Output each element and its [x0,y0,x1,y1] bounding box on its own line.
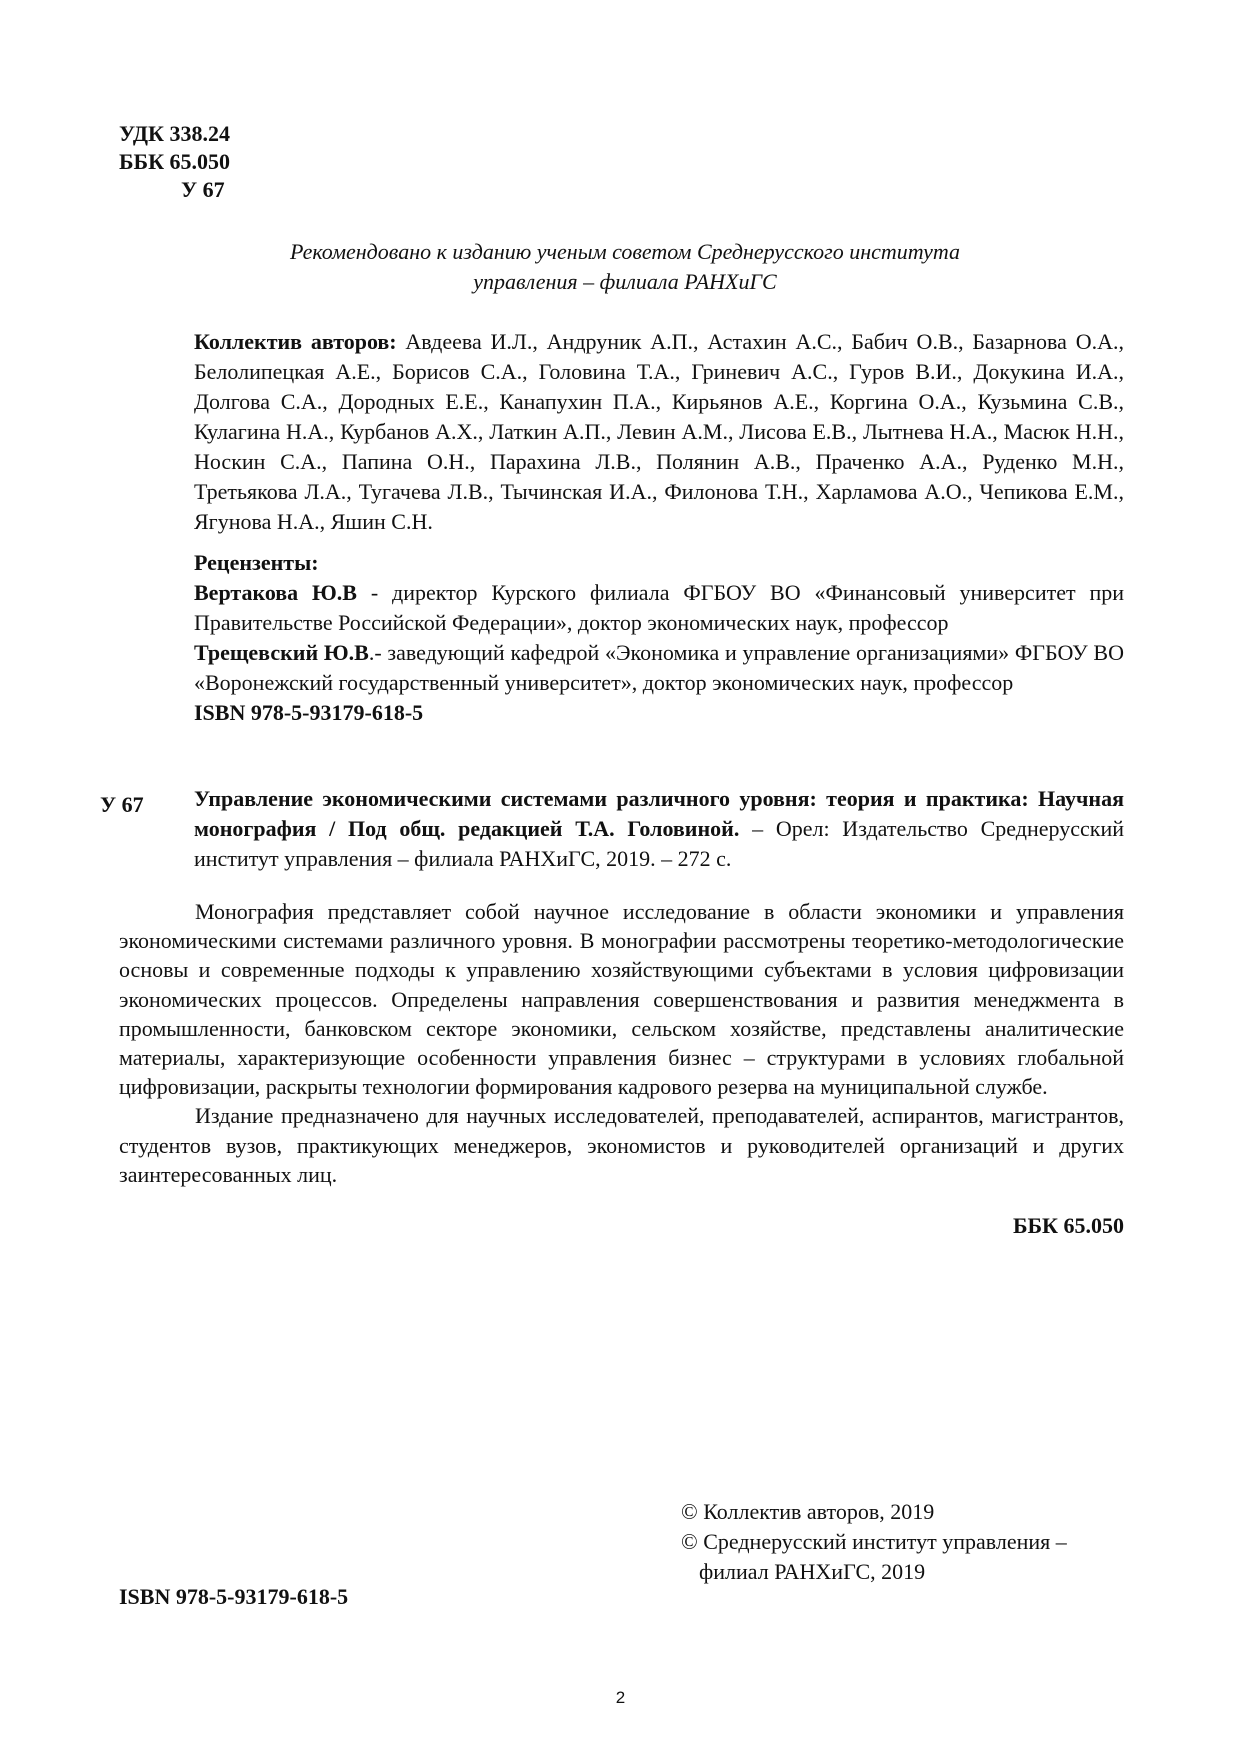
classification-codes [119,120,230,204]
authors-label: Коллектив авторов: [194,329,397,354]
catalog-entry [194,784,1124,874]
reviewer-1 [194,578,1124,638]
reviewer-1-text: - директор Курского филиала ФГБОУ ВО «Финансовый университет при Правительстве Российской Федерации», доктор экономических наук, профессор [194,580,1124,635]
copyright-line-3: филиал РАНХиГС, 2019 [699,1559,926,1584]
reviewer-2-name: Трещевский Ю.В [194,640,369,665]
copyright-line-2: © Среднерусский институт управления – [681,1529,1067,1554]
abstract-paragraph-1: Монография представляет собой научное исследование в области экономики и управления экономическими системами различного уровня. В монографии рассмотрены теоретико-методологические основы и современные подходы к управлению хозяйствующими субъектами в условия цифровизации экономических процессов. Определены направления совершенствования и развития менеджмента в промышленности, банковском секторе экономики, сельском хозяйстве, представлены аналитические материалы, характеризующие особенности управления бизнес – структурами в условиях глобальной цифровизации, раскрыты технологии формирования кадрового резерва на муниципальной службе. [119,899,1124,1100]
catalog-entry-code: У 67 [100,792,144,817]
bbk-code: ББК 65.050 [119,149,231,174]
udk-code: УДК 338.24 [119,121,231,146]
reviewers-isbn: ISBN 978-5-93179-618-5 [194,700,424,725]
reviewer-2 [194,638,1124,698]
isbn-footer: ISBN 978-5-93179-618-5 [119,1584,349,1609]
author-sign: У 67 [181,177,225,202]
reviewer-2-text: .- заведующий кафедрой «Экономика и управление организациями» ФГБОУ ВО «Воронежский государственный университет», доктор экономических наук, профессор [194,640,1124,695]
authors-block [194,327,1124,537]
reviewers-heading: Рецензенты: [194,550,319,575]
catalog-entry-publication: – Орел: Издательство Среднерусский институт управления – филиала РАНХиГС, 2019. – 272 с. [194,816,1124,871]
authors-names: Авдеева И.Л., Андруник А.П., Астахин А.С., Бабич О.В., Базарнова О.А., Белолипецкая А.Е., Борисов С.А., Головина Т.А., Гриневич А.С., Гуров В.И., Докукина И.А., Долгова С.А., Дородных Е.Е., Канапухин П.А., Кирьянов А.Е., Коргина О.А., Кузьмина С.В., Кулагина Н.А., Курбанов А.Х., Латкин А.П., Левин А.М., Лисова Е.В., Лытнева Н.А., Масюк Н.Н., Носкин С.А., Папина О.Н., Парахина Л.В., Полянин А.В., Праченко А.А., Руденко М.Н., Третьякова Л.А., Тугачева Л.В., Тычинская И.А., Филонова Т.Н., Харламова А.О., Чепикова Е.М., Ягунова Н.А., Яшин С.Н. [194,329,1124,534]
catalog-entry-title: Управление экономическими системами различного уровня: теория и практика: Научная монография / Под общ. редакцией Т.А. Головиной. [194,786,1124,841]
recommendation-line-2: управления – филиала РАНХиГС [473,269,777,294]
reviewers-block [194,548,1124,728]
recommendation-note [200,237,1050,297]
recommendation-line-1: Рекомендовано к изданию ученым советом Среднерусского института [289,239,961,264]
abstract [119,897,1124,1189]
copyright-line-1: © Коллектив авторов, 2019 [681,1499,935,1524]
abstract-paragraph-2: Издание предназначено для научных исследователей, преподавателей, аспирантов, магистрантов, студентов вузов, практикующих менеджеров, экономистов и руководителей организаций и других заинтересованных лиц. [119,1103,1124,1187]
copyright-block [681,1497,1067,1587]
bbk-end-code: ББК 65.050 [1012,1213,1124,1238]
reviewer-1-name: Вертакова Ю.В [194,580,357,605]
page-number: 2 [615,1688,626,1707]
